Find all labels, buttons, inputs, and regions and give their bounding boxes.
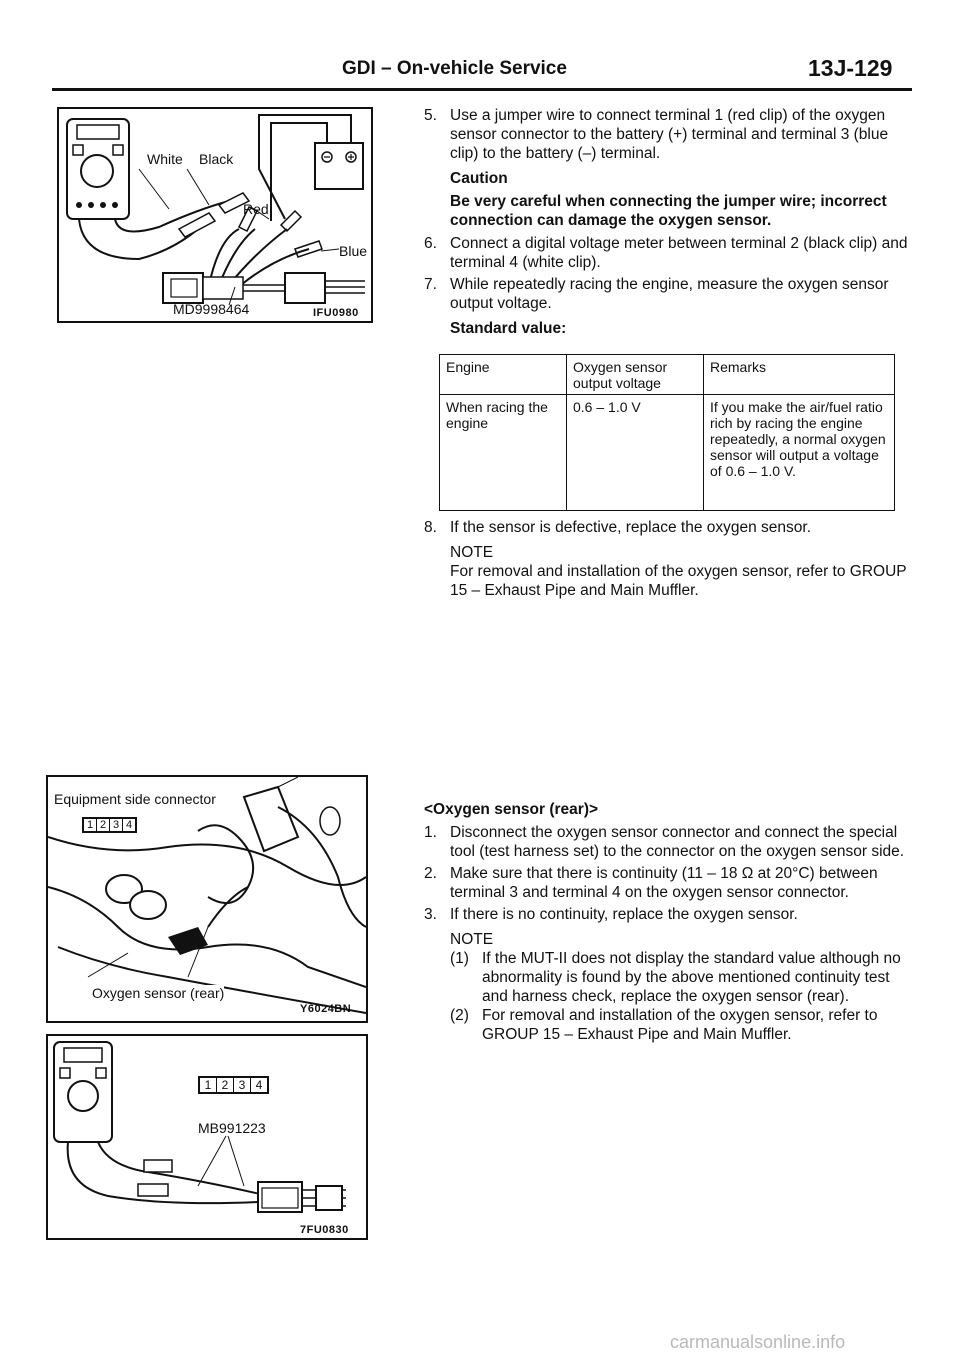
- note-number: (1): [450, 950, 469, 967]
- section2: [418, 800, 908, 1044]
- step-number: 5.: [424, 107, 437, 124]
- step-3: [418, 905, 908, 924]
- step-5: [418, 106, 908, 163]
- pin-2: 2: [217, 1078, 234, 1092]
- caution-title: Caution: [450, 170, 508, 187]
- note-list: [418, 949, 908, 1044]
- header-rule: [52, 88, 912, 91]
- step-number: 8.: [424, 519, 437, 536]
- table-header-row: [440, 355, 895, 395]
- step-text: Use a jumper wire to connect terminal 1 (red clip) of the oxygen sensor connector to the battery (+) terminal and terminal 3 (blue clip) to the battery (–) terminal.: [450, 107, 889, 162]
- pin-1: 1: [200, 1078, 217, 1092]
- step-text: If there is no continuity, replace the oxygen sensor.: [450, 906, 798, 923]
- figure-sensor-connector: [46, 775, 368, 1023]
- label-equipment-side-connector: Equipment side connector: [54, 791, 216, 807]
- label-black: Black: [199, 151, 234, 167]
- note-item: [450, 949, 908, 1006]
- standard-value-label: Standard value:: [450, 320, 567, 337]
- step-7: [418, 275, 908, 313]
- page-title: GDI – On-vehicle Service: [342, 58, 567, 79]
- label-white: White: [147, 151, 183, 167]
- jumper-wire-illustration: [59, 109, 371, 321]
- note-number: (2): [450, 1007, 469, 1024]
- note-text: For removal and installation of the oxygen sensor, refer to GROUP 15 – Exhaust Pipe and Main Muffler.: [450, 563, 907, 599]
- connector-pin-diagram: [82, 817, 137, 833]
- step-text: Disconnect the oxygen sensor connector and connect the special tool (test harness set) to the connector on the oxygen sensor side.: [450, 824, 905, 860]
- label-oxygen-sensor-rear: Oxygen sensor (rear): [92, 985, 225, 1001]
- figure-code: 7FU0830: [300, 1224, 349, 1236]
- figure-test-harness: [46, 1034, 368, 1240]
- label-blue: Blue: [339, 243, 368, 259]
- step-1: [418, 823, 908, 861]
- table-header-engine: Engine: [440, 355, 567, 395]
- table-cell-engine: When racing the engine: [440, 395, 567, 511]
- caution-text: Be very careful when connecting the jumper wire; incorrect connection can damage the oxygen sensor.: [450, 193, 887, 229]
- pin-3: 3: [110, 819, 123, 831]
- table-header-voltage: Oxygen sensor output voltage: [567, 355, 704, 395]
- note-title: NOTE: [450, 544, 494, 561]
- table-header-remarks: Remarks: [704, 355, 895, 395]
- watermark: carmanualsonline.info: [670, 1332, 846, 1352]
- pin-2: 2: [97, 819, 110, 831]
- label-tool-md9998464: MD9998464: [173, 301, 250, 317]
- note-text: For removal and installation of the oxygen sensor, refer to GROUP 15 – Exhaust Pipe and Main Muffler.: [482, 1007, 878, 1043]
- step-number: 2.: [424, 865, 437, 882]
- label-red: Red: [243, 201, 269, 217]
- step-text: Connect a digital voltage meter between terminal 2 (black clip) and terminal 4 (white clip).: [450, 235, 908, 271]
- step-6: [418, 234, 908, 272]
- label-tool-mb991223: MB991223: [198, 1120, 266, 1136]
- note-item: [450, 1006, 908, 1044]
- page-number: 13J-129: [808, 55, 893, 81]
- figure-code: Y6024BN: [300, 1003, 352, 1015]
- step-8: [418, 518, 908, 537]
- table-cell-remarks: If you make the air/fuel ratio rich by racing the engine repeatedly, a normal oxygen sensor will output a voltage of 0.6 – 1.0 V.: [704, 395, 895, 511]
- figure-code: IFU0980: [313, 307, 359, 319]
- table-cell-voltage: 0.6 – 1.0 V: [567, 395, 704, 511]
- note-title: NOTE: [450, 931, 494, 948]
- figure-jumper-wire-diagram: [57, 107, 373, 323]
- step-number: 7.: [424, 276, 437, 293]
- step-number: 1.: [424, 824, 437, 841]
- step-number: 3.: [424, 906, 437, 923]
- step-text: If the sensor is defective, replace the oxygen sensor.: [450, 519, 812, 536]
- test-harness-illustration: [48, 1036, 366, 1238]
- step-number: 6.: [424, 235, 437, 252]
- step-text: Make sure that there is continuity (11 – 18 Ω at 20°C) between terminal 3 and terminal 4 on the oxygen sensor connector.: [450, 865, 878, 901]
- table-row: [440, 395, 895, 511]
- step-text: While repeatedly racing the engine, measure the oxygen sensor output voltage.: [450, 276, 889, 312]
- note-text: If the MUT-II does not display the standard value although no abnormality is found by the above mentioned continuity test and harness check, replace the oxygen sensor (rear).: [482, 950, 901, 1005]
- pin-3: 3: [234, 1078, 251, 1092]
- pin-4: 4: [255, 1078, 263, 1092]
- section1-continued: [418, 518, 908, 600]
- section1: [418, 106, 908, 342]
- step-2: [418, 864, 908, 902]
- harness-pin-diagram: [198, 1076, 269, 1094]
- pin-4: 4: [125, 819, 133, 831]
- section2-heading: <Oxygen sensor (rear)>: [424, 801, 599, 818]
- standard-value-table: [439, 354, 895, 511]
- pin-1: 1: [84, 819, 97, 831]
